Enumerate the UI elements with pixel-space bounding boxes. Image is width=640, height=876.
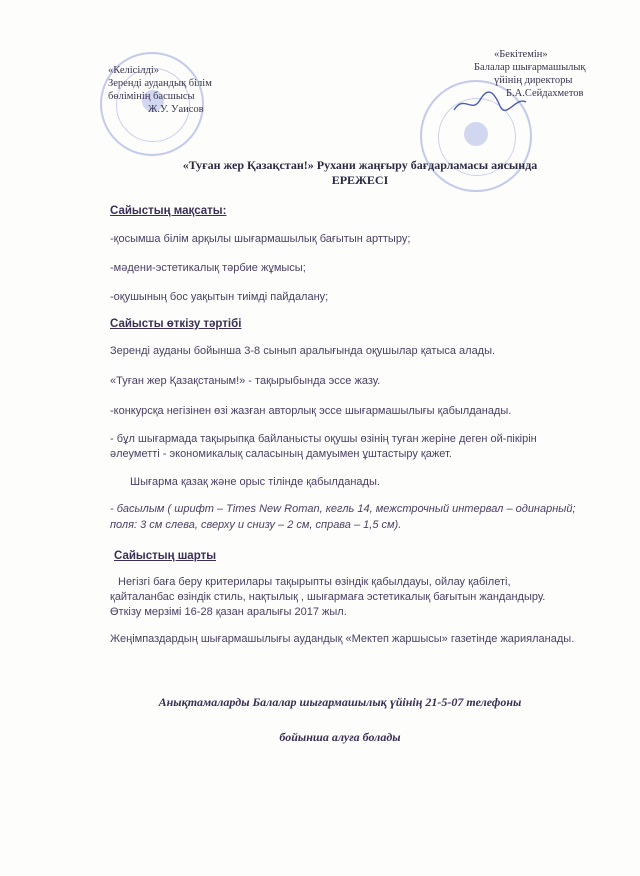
approval-block-left [108,64,268,116]
goal-item-2: -мәдени-эстетикалық тәрбие жұмысы; [110,262,306,274]
conditions-p1-line2: қайталанбас өзіндік стиль, нақтылық , шығармаға эстетикалық бағытын жандандыру. [110,591,546,603]
approved-label: «Келісілді» [108,65,159,76]
footer-note [100,695,580,745]
footer-line-2: бойынша алуға болады [279,730,401,744]
document-title [150,158,570,188]
right-stamp-emblem [464,122,488,146]
conditions-p2: Жеңімпаздардың шығармашылығы аудандық «Мектеп жаршысы» газетінде жарияланады. [110,633,575,645]
confirmer-org-2: үйінің директоры [494,75,573,86]
approver-org-1: Зеренді аудандық білім [108,78,212,89]
procedure-p6-line1 [110,503,625,515]
approver-name: Ж.У. Уаисов [148,104,204,115]
confirm-label: «Бекітемін» [494,49,548,60]
section-goals-heading: Сайыстың мақсаты: [110,205,227,217]
confirmer-org-1: Балалар шығармашылық [474,62,586,73]
footer-line-1: Анықтамаларды Балалар шығармашылық үйінің 21-5-07 телефоны [158,695,522,709]
confirmer-name: Б.А.Сейдахметов [506,88,584,99]
conditions-p1-line3: Өткізу мерзімі 16-28 қазан аралығы 2017 жыл. [110,606,347,618]
goal-item-1: -қосымша білім арқылы шығармашылық бағытын арттыру; [110,233,411,245]
section-conditions-heading: Сайыстың шарты [114,550,217,562]
format-spec-1: - басылым ( шрифт – Times New Roman, кегль 14, межстрочный интервал – одинарный; [110,503,576,515]
procedure-p4-line2: әлеуметті - экономикалық саласының дамуымен ұштастыру қажет. [110,448,452,460]
title-line-1: «Туған жер Қазақстан!» Рухани жаңғыру бағдарламасы аясында [182,158,538,172]
procedure-p1: Зеренді ауданы бойынша 3-8 сынып аралығында оқушылар қатыса алады. [110,345,496,357]
title-line-2: ЕРЕЖЕСІ [331,173,389,187]
procedure-p6-line2: поля: 3 см слева, сверху и снизу – 2 см, справа – 1,5 см). [110,519,402,531]
approver-org-2: бөлімінің басшысы [108,91,195,102]
section-procedure-heading: Сайысты өткізу тәртібі [110,318,242,330]
procedure-p4-line1: - бұл шығармада тақырыпқа байланысты оқушы өзінің туған жеріне деген ой-пікірін [110,433,537,445]
procedure-p2: «Туған жер Қазақстаным!» - тақырыбында эссе жазу. [110,375,381,387]
approval-block-right [466,48,616,100]
procedure-p3: -конкурсқа негізінен өзі жазған авторлық эссе шығармашылығы қабылданады. [110,405,512,417]
goal-item-3: -оқушының бос уақытын тиімді пайдалану; [110,291,329,303]
conditions-p1-line1: Негізгі баға беру критерилары тақырыпты өзіндік қабылдауы, ойлау қабілеті, [118,576,511,588]
procedure-p5: Шығарма қазақ және орыс тілінде қабылданады. [130,476,380,488]
